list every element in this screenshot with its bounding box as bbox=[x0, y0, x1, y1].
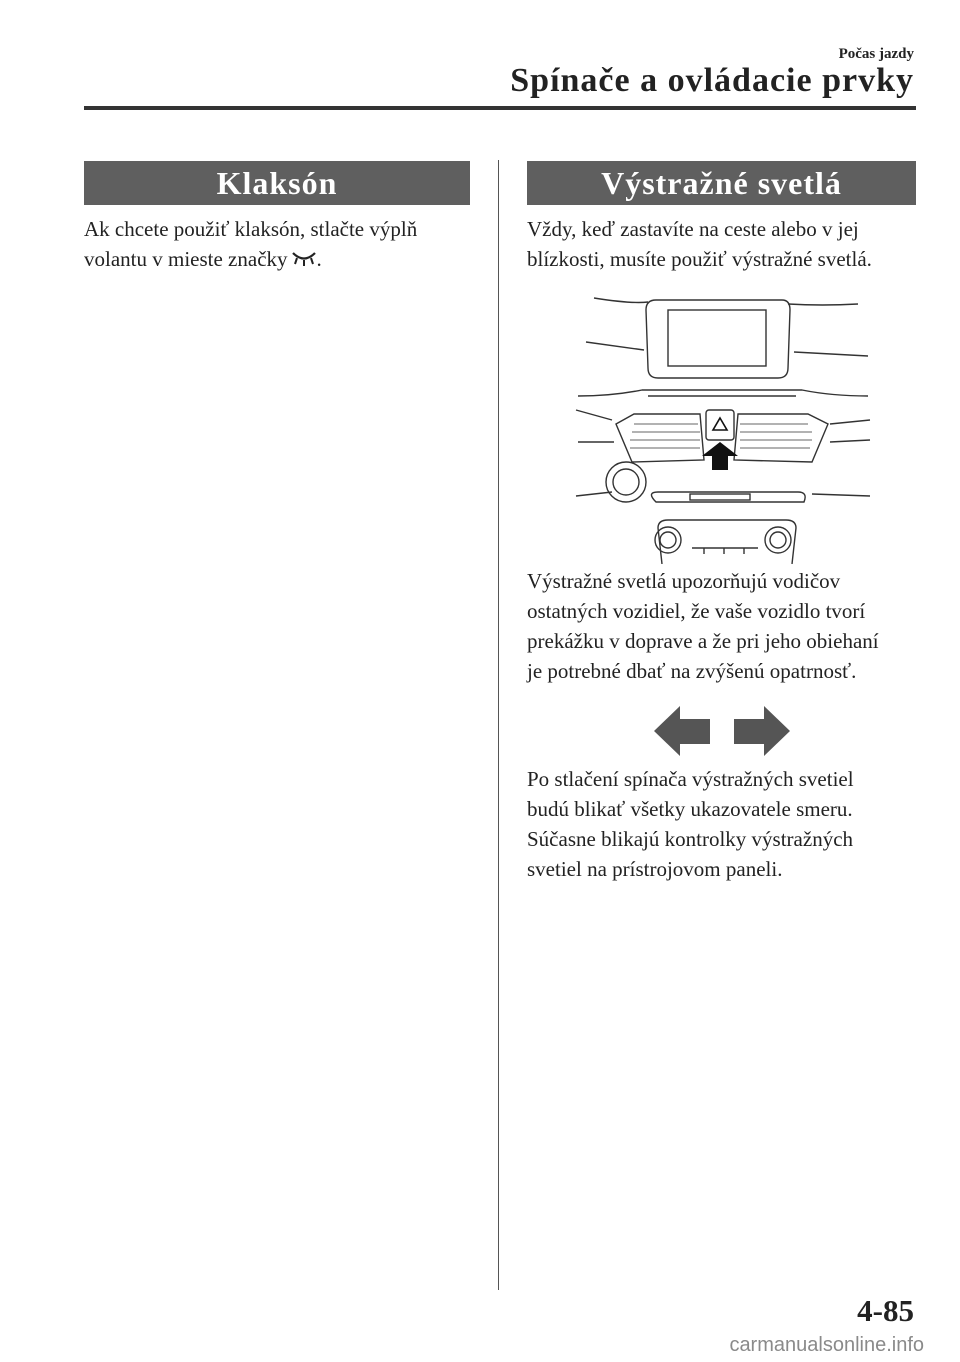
header-rule bbox=[84, 106, 916, 110]
chapter-title: Počas jazdy bbox=[838, 46, 914, 62]
horn-line-2 bbox=[84, 244, 484, 276]
horn-line-2-text: volantu v mieste značky bbox=[84, 247, 288, 271]
horn-line-2-end: . bbox=[316, 247, 322, 271]
hazard-p1-line-2: blízkosti, musíte použiť výstražné svetlá. bbox=[527, 247, 872, 271]
hazard-switch-illustration bbox=[572, 292, 872, 569]
heading-horn: Klaksón bbox=[84, 161, 470, 205]
hazard-p2-line-2: ostatných vozidiel, že vaše vozidlo tvorí bbox=[527, 599, 866, 623]
heading-hazard: Výstražné svetlá bbox=[527, 161, 916, 205]
page-number: 4-85 bbox=[857, 1293, 914, 1328]
hazard-p3-line-3: Súčasne blikajú kontrolky výstražných bbox=[527, 827, 854, 851]
section-title: Spínače a ovládacie prvky bbox=[510, 62, 914, 99]
hazard-p3-line-2: budú blikať všetky ukazovatele smeru. bbox=[527, 797, 853, 821]
horn-line-1: Ak chcete použiť klaksón, stlačte výplň bbox=[84, 217, 418, 241]
hazard-p2-line-1: Výstražné svetlá upozorňujú vodičov bbox=[527, 569, 841, 593]
horn-icon bbox=[291, 246, 317, 276]
hazard-p2-line-3: prekážku v doprave a že pri jeho obiehaní bbox=[527, 629, 879, 653]
hazard-paragraph-2 bbox=[527, 566, 927, 686]
hazard-p3-line-4: svetiel na prístrojovom paneli. bbox=[527, 857, 783, 881]
turn-signal-arrows-icon bbox=[654, 704, 790, 763]
hazard-p1-line-1: Vždy, keď zastavíte na ceste alebo v jej bbox=[527, 217, 859, 241]
hazard-paragraph-1 bbox=[527, 214, 927, 274]
hazard-p3-line-1: Po stlačení spínača výstražných svetiel bbox=[527, 767, 854, 791]
watermark: carmanualsonline.info bbox=[729, 1334, 924, 1356]
column-divider bbox=[498, 160, 499, 1290]
hazard-paragraph-3 bbox=[527, 764, 927, 884]
horn-paragraph bbox=[84, 214, 484, 276]
hazard-p2-line-4: je potrebné dbať na zvýšenú opatrnosť. bbox=[527, 659, 857, 683]
